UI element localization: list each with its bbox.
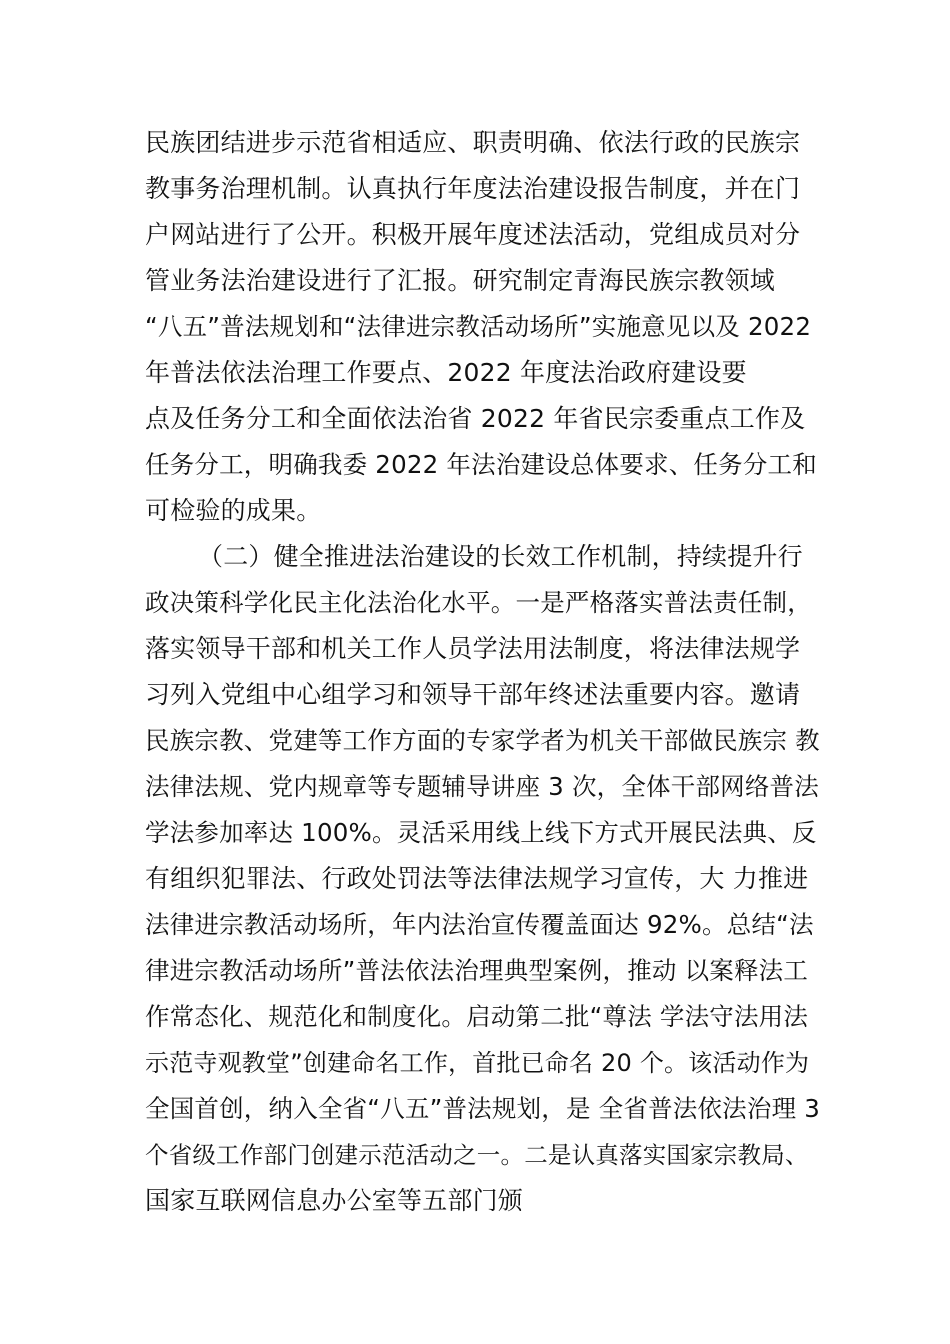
text-line-24: 国家互联网信息办公室等五部门颁 — [145, 1186, 524, 1215]
text-line-4: 管业务法治建设进行了汇报。研究制定青海民族宗教领域 — [145, 266, 776, 295]
text-line-20: 作常态化、规范化和制度化。启动第二批“尊法 学法守法用法 — [145, 1002, 809, 1031]
text-line-22: 全国首创，纳入全省“八五”普法规划，是 全省普法依法治理 3 — [145, 1094, 821, 1123]
text-line-16: 学法参加率达 100%。灵活采用线上线下方式开展民法典、反 — [145, 818, 817, 847]
text-line-8: 任务分工，明确我委 2022 年法治建设总体要求、任务分工和 — [145, 450, 817, 479]
text-line-2: 教事务治理机制。认真执行年度法治建设报告制度，并在门 — [145, 174, 801, 203]
text-line-18: 法律进宗教活动场所，年内法治宣传覆盖面达 92%。总结“法 — [145, 910, 814, 939]
text-line-1: 民族团结进步示范省相适应、职责明确、依法行政的民族宗 — [145, 128, 801, 157]
text-line-13: 习列入党组中心组学习和领导干部年终述法重要内容。邀请 — [145, 680, 801, 709]
text-line-17: 有组织犯罪法、行政处罚法等法律法规学习宣传，大 力推进 — [145, 864, 809, 893]
text-line-9: 可检验的成果。 — [145, 496, 322, 525]
paragraph-heading-line: （二）健全推进法治建设的长效工作机制，持续提升行 — [198, 542, 803, 571]
text-line-21: 示范寺观教堂”创建命名工作，首批已命名 20 个。该活动作为 — [145, 1049, 810, 1077]
text-line-15: 法律法规、党内规章等专题辅导讲座 3 次，全体干部网络普法 — [145, 772, 819, 801]
text-line-12: 落实领导干部和机关工作人员学法用法制度，将法律法规学 — [145, 634, 801, 663]
text-line-11: 政决策科学化民主化法治化水平。一是严格落实普法责任制， — [145, 588, 812, 617]
text-line-23: 个省级工作部门创建示范活动之一。二是认真落实国家宗教局、 — [145, 1141, 809, 1169]
text-line-19: 律进宗教活动场所”普法依法治理典型案例，推动 以案释法工 — [145, 956, 809, 985]
text-line-7: 点及任务分工和全面依法治省 2022 年省民宗委重点工作及 — [145, 404, 806, 433]
text-line-6: 年普法依法治理工作要点、2022 年度法治政府建设要 — [145, 358, 747, 387]
text-line-14: 民族宗教、党建等工作方面的专家学者为机关干部做民族宗 教 — [145, 726, 820, 755]
text-line-5: “八五”普法规划和“法律进宗教活动场所”实施意见以及 2022 — [145, 312, 812, 341]
text-line-3: 户网站进行了公开。积极开展年度述法活动，党组成员对分 — [145, 220, 801, 249]
